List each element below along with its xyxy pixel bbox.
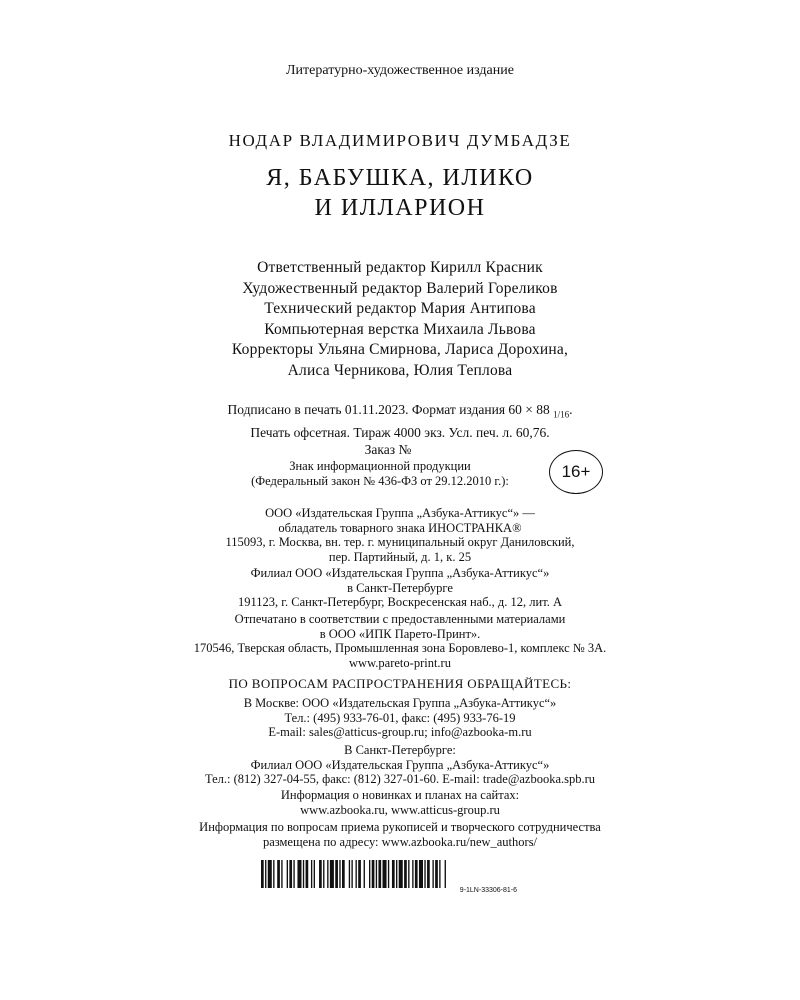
moscow-contacts: [0, 696, 800, 740]
format-text: Подписано в печать 01.11.2023. Формат издания 60 × 88: [227, 402, 554, 417]
credit-line: Алиса Черникова, Юлия Теплова: [287, 361, 513, 379]
credit-line: Технический редактор Мария Антипова: [264, 300, 536, 317]
print-details: [0, 401, 800, 458]
title-line: И ИЛЛАРИОН: [314, 195, 486, 221]
publisher-line: обладатель товарного знака ИНОСТРАНКА®: [278, 520, 522, 535]
branch-line: Филиал ООО «Издательская Группа „Азбука-Аттикус“»: [250, 566, 550, 580]
printer-line: Отпечатано в соответствии с предоставленными материалами: [234, 612, 566, 626]
authors-info: [0, 820, 800, 849]
credit-line: Художественный редактор Валерий Гореликов: [242, 279, 558, 297]
publisher-line: 115093, г. Москва, вн. тер. г. муниципальный округ Даниловский,: [225, 535, 575, 549]
moscow-line: Тел.: (495) 933-76-01, факс: (495) 933-76-19: [284, 710, 516, 725]
branch-line: в Санкт-Петербурге: [347, 580, 453, 595]
publisher-line: ООО «Издательская Группа „Азбука-Аттикус“» —: [265, 506, 535, 520]
news-line: Информация о новинках и планах на сайтах:: [280, 788, 520, 802]
barcode-code: 9-1LN-33306-81-6: [459, 887, 517, 894]
news-info: [0, 788, 800, 817]
barcode-image: [261, 860, 517, 888]
distribution-heading: ПО ВОПРОСАМ РАСПРОСТРАНЕНИЯ ОБРАЩАЙТЕСЬ:: [228, 676, 572, 691]
publisher-line: пер. Партийный, д. 1, к. 25: [328, 549, 472, 564]
order-number: Заказ №: [364, 441, 412, 457]
author-name: НОДАР ВЛАДИМИРОВИЧ ДУМБАДЗЕ: [228, 131, 572, 150]
spb-line: В Санкт-Петербурге:: [344, 743, 456, 757]
info-sign-line: Знак информационной продукции: [289, 459, 471, 473]
authors-line: размещена по адресу: www.azbooka.ru/new_authors/: [262, 834, 538, 849]
publisher-block: [0, 506, 800, 564]
credit-line: Ответственный редактор Кирилл Красник: [257, 259, 543, 276]
print-details-line: Печать офсетная. Тираж 4000 экз. Усл. печ. л. 60,76.: [250, 424, 550, 440]
spb-line: Филиал ООО «Издательская Группа „Азбука-Аттикус“»: [250, 757, 550, 772]
info-sign-line: (Федеральный закон № 436-ФЗ от 29.12.2010 г.):: [251, 474, 509, 488]
format-fraction: 1/16: [553, 409, 570, 420]
printer-line: www.pareto-print.ru: [349, 655, 451, 670]
spb-contacts: [0, 743, 800, 787]
print-details-line: Подписано в печать 01.11.2023. Формат издания 60 × 88 $_{1/16}$.: [227, 402, 573, 420]
printer-line: 170546, Тверская область, Промышленная зона Боровлево-1, комплекс № 3А.: [193, 641, 607, 655]
moscow-line: E-mail: sales@atticus-group.ru; info@azbooka-m.ru: [268, 725, 532, 739]
news-line: www.azbooka.ru, www.atticus-group.ru: [300, 802, 500, 817]
printer-line: в ООО «ИПК Парето-Принт».: [319, 626, 481, 641]
genre-label: Литературно-художественное издание: [286, 63, 514, 78]
authors-line: Информация по вопросам приема рукописей и творческого сотрудничества: [199, 820, 601, 834]
title-line: Я, БАБУШКА, ИЛИКО: [266, 165, 534, 191]
info-product-sign: [224, 459, 536, 489]
moscow-line: В Москве: ООО «Издательская Группа „Азбука-Аттикус“»: [243, 696, 557, 710]
branch-line: 191123, г. Санкт-Петербург, Воскресенская наб., д. 12, лит. А: [237, 595, 563, 609]
credit-line: Компьютерная верстка Михаила Львова: [264, 320, 536, 338]
book-title: [0, 163, 800, 223]
credit-line: Корректоры Ульяна Смирнова, Лариса Дорохина,: [231, 341, 569, 358]
credits-block: [0, 258, 800, 381]
branch-block: [0, 566, 800, 610]
printer-block: [0, 612, 800, 670]
age-rating-badge: 16+: [549, 450, 603, 494]
spb-line: Тел.: (812) 327-04-55, факс: (812) 327-01-60. E-mail: trade@azbooka.spb.ru: [204, 772, 596, 786]
